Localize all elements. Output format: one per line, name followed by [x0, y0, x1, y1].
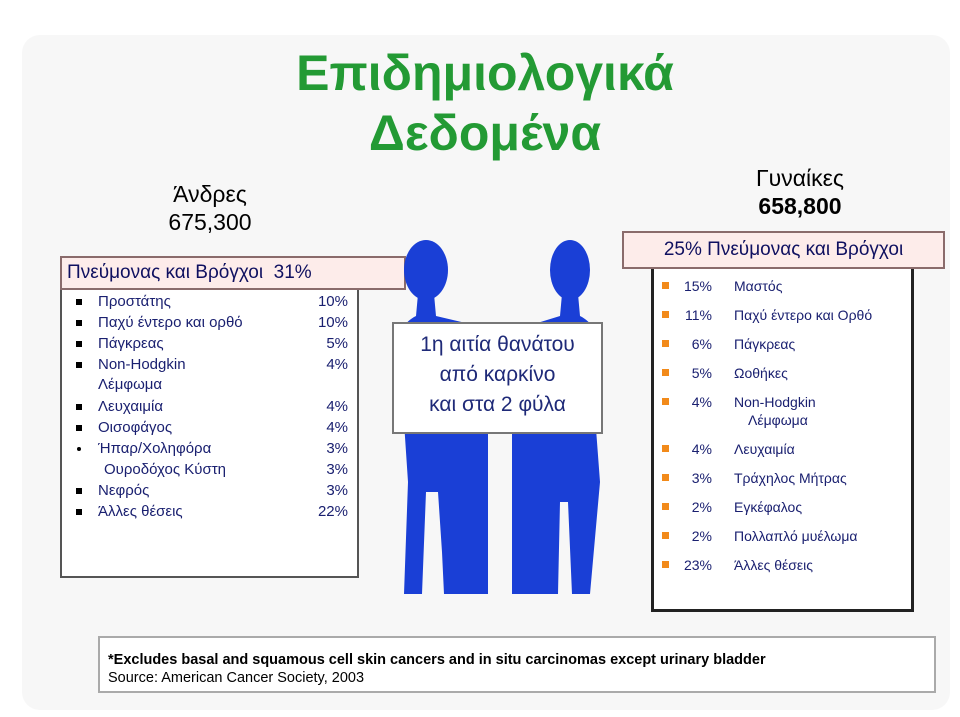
women-item-label: Ωοθήκες	[734, 365, 788, 381]
women-item-pct: 23%	[683, 557, 712, 573]
bullet-square-icon	[76, 425, 82, 431]
men-top-cause	[60, 256, 406, 290]
women-item-pct: 6%	[691, 336, 712, 352]
men-item-pct: 10%	[317, 314, 348, 331]
men-item-label: Πάγκρεας	[98, 335, 164, 352]
center-callout	[392, 322, 603, 434]
bullet-square-icon	[76, 341, 82, 347]
bullet-square-icon	[76, 488, 82, 494]
bullet-square-icon	[662, 474, 669, 481]
men-item-label: Άλλες θέσεις	[98, 503, 183, 520]
women-item-pct: 3%	[691, 470, 712, 486]
women-item-pct: 2%	[691, 499, 712, 515]
bullet-square-icon	[662, 369, 669, 376]
women-item-label: Πολλαπλό μυέλωμα	[734, 528, 858, 544]
men-item-pct: 4%	[326, 356, 348, 373]
bullet-square-icon	[76, 320, 82, 326]
women-item-pct: 11%	[685, 307, 712, 323]
women-top-cause: 25% Πνεύμονας και Βρόγχοι	[622, 231, 945, 269]
bullet-square-icon	[662, 282, 669, 289]
men-item-label: Προστάτης	[98, 293, 171, 310]
bullet-square-icon	[662, 398, 669, 405]
men-header	[140, 180, 280, 236]
men-item-label: Λευχαιμία	[98, 398, 164, 415]
men-item	[98, 355, 348, 395]
women-label: Γυναίκες	[756, 165, 844, 191]
slide-title-line2: Δεδομένα	[368, 105, 602, 161]
bullet-square-icon	[76, 509, 82, 515]
women-item	[662, 393, 902, 429]
women-header	[740, 164, 860, 220]
men-item-label-line2: Λέμφωμα	[98, 376, 163, 393]
men-item-label: Παχύ έντερο και ορθό	[98, 314, 243, 331]
men-item	[98, 439, 348, 459]
men-item	[98, 397, 348, 417]
men-item-label: Οισοφάγος	[98, 419, 173, 436]
men-item-pct: 3%	[326, 461, 348, 478]
bullet-dot-icon	[77, 447, 81, 451]
men-item	[98, 313, 348, 333]
bullet-square-icon	[76, 362, 82, 368]
women-item-pct: 4%	[691, 441, 712, 457]
slide-title-line1: Επιδημιολογικά	[296, 45, 674, 101]
men-item	[104, 460, 348, 480]
men-item-label: Νεφρός	[98, 482, 150, 499]
women-total: 658,800	[758, 193, 842, 219]
women-item-pct: 5%	[691, 365, 712, 381]
women-item-pct: 15%	[683, 278, 712, 294]
men-total: 675,300	[168, 209, 252, 235]
footnote-box	[98, 636, 936, 693]
men-top-label: Πνεύμονας και Βρόγχοι	[67, 262, 264, 283]
women-item-label: Non-Hodgkin	[734, 394, 816, 410]
women-item-pct: 2%	[691, 528, 712, 544]
women-item-label: Άλλες θέσεις	[734, 557, 813, 573]
men-item-pct: 3%	[326, 482, 348, 499]
bullet-square-icon	[662, 445, 669, 452]
women-item-label: Εγκέφαλος	[734, 499, 803, 515]
men-item	[98, 334, 348, 354]
women-item-label: Πάγκρεας	[734, 336, 796, 352]
men-label: Άνδρες	[173, 181, 247, 207]
men-item-pct: 4%	[326, 419, 348, 436]
women-item-label: Μαστός	[734, 278, 783, 294]
women-item-label: Τράχηλος Μήτρας	[734, 470, 847, 486]
bullet-square-icon	[662, 311, 669, 318]
women-item-label: Παχύ έντερο και Ορθό	[734, 307, 873, 323]
men-item	[98, 481, 348, 501]
bullet-square-icon	[662, 340, 669, 347]
footnote-source: Source: American Cancer Society, 2003	[108, 670, 365, 686]
men-item-pct: 10%	[317, 293, 348, 310]
women-item-label: Λευχαιμία	[734, 441, 795, 457]
men-item-label: Ουροδόχος Κύστη	[104, 461, 226, 478]
bullet-square-icon	[76, 404, 82, 410]
men-item	[98, 418, 348, 438]
center-line2: από καρκίνο	[439, 363, 556, 386]
men-item-label: Non-Hodgkin	[98, 356, 186, 373]
bullet-square-icon	[662, 561, 669, 568]
women-item-pct: 4%	[691, 394, 712, 410]
center-line1: 1η αιτία θανάτου	[420, 333, 575, 356]
footnote-line1: *Excludes basal and squamous cell skin cancers and in situ carcinomas except urinary bladder	[108, 652, 766, 668]
center-line3: και στα 2 φύλα	[429, 393, 566, 416]
bullet-square-icon	[662, 503, 669, 510]
bullet-square-icon	[76, 299, 82, 305]
men-item-pct: 3%	[326, 440, 348, 457]
men-top-pct: 31%	[273, 262, 312, 283]
women-item-label-line2: Λέμφωμα	[748, 412, 808, 428]
men-item	[98, 292, 348, 312]
men-item-pct: 22%	[317, 503, 348, 520]
men-item	[98, 502, 348, 522]
bullet-square-icon	[662, 532, 669, 539]
men-item-pct: 4%	[326, 398, 348, 415]
men-item-label: Ήπαρ/Χοληφόρα	[98, 440, 212, 457]
men-item-pct: 5%	[326, 335, 348, 352]
